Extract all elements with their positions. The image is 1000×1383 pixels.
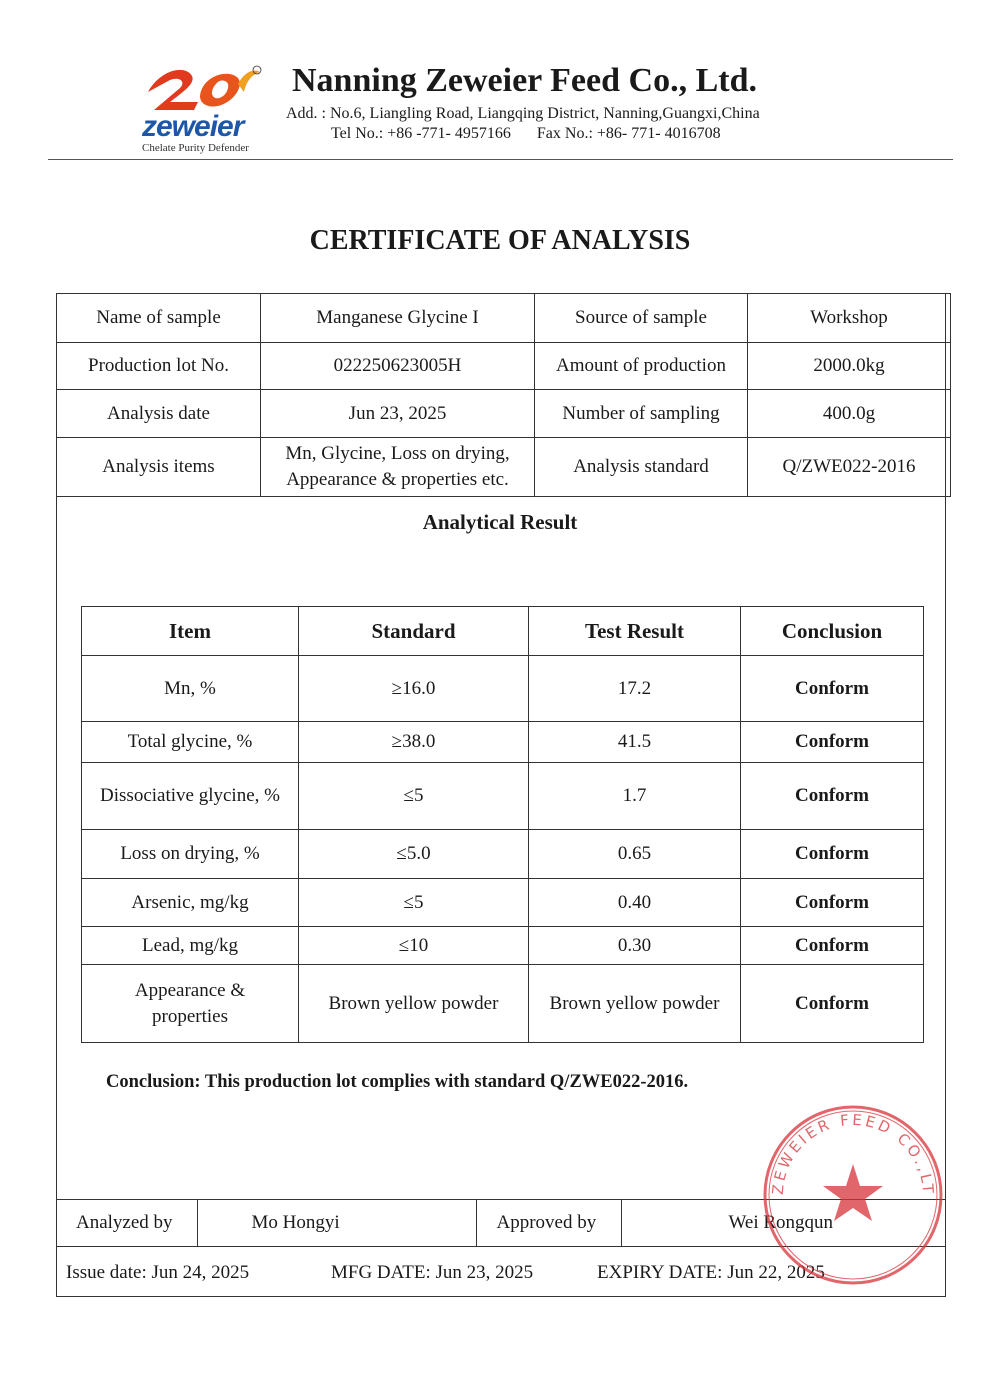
analysis-standard-label: Analysis standard bbox=[535, 438, 748, 497]
analysis-items-value bbox=[261, 438, 535, 497]
company-contacts bbox=[331, 125, 721, 143]
row-result: 1.7 bbox=[529, 763, 741, 830]
company-tel: Tel No.: +86 -771- 4957166 bbox=[331, 125, 511, 142]
mfg-date: MFG DATE: Jun 23, 2025 bbox=[331, 1262, 534, 1283]
row-standard: ≤5 bbox=[299, 763, 529, 830]
results-header-row bbox=[82, 607, 924, 656]
source-of-sample-label: Source of sample bbox=[535, 294, 748, 343]
results-table bbox=[81, 606, 924, 1043]
table-row bbox=[82, 656, 924, 722]
row-conclusion: Conform bbox=[741, 830, 924, 879]
col-test-result-header: Test Result bbox=[529, 607, 741, 656]
company-address: Add. : No.6, Liangling Road, Liangqing District, Nanning,Guangxi,China bbox=[286, 105, 760, 122]
row-conclusion: Conform bbox=[741, 879, 924, 927]
col-conclusion-header: Conclusion bbox=[741, 607, 924, 656]
seal-text: ZEWEIER FEED CO.,LT bbox=[768, 1110, 938, 1197]
logo-swirl-icon bbox=[140, 62, 265, 117]
table-row bbox=[82, 830, 924, 879]
analysis-items-line-2: Appearance & properties etc. bbox=[286, 469, 509, 490]
analysis-items-line-1: Mn, Glycine, Loss on drying, bbox=[285, 443, 510, 465]
header-divider bbox=[48, 159, 953, 160]
source-of-sample-value: Workshop bbox=[748, 294, 951, 343]
logo-wordmark: zeweier bbox=[142, 110, 244, 143]
row-standard: ≤5.0 bbox=[299, 830, 529, 879]
row-conclusion: Conform bbox=[741, 722, 924, 763]
production-lot-label: Production lot No. bbox=[57, 343, 261, 390]
row-result: 0.65 bbox=[529, 830, 741, 879]
row-result: Brown yellow powder bbox=[529, 965, 741, 1043]
table-row bbox=[82, 763, 924, 830]
row-standard: ≥38.0 bbox=[299, 722, 529, 763]
table-row bbox=[82, 927, 924, 965]
analysis-date-value: Jun 23, 2025 bbox=[261, 390, 535, 438]
row-conclusion: Conform bbox=[741, 763, 924, 830]
row-result: 0.30 bbox=[529, 927, 741, 965]
row-conclusion: Conform bbox=[741, 927, 924, 965]
document-title: CERTIFICATE OF ANALYSIS bbox=[309, 225, 691, 256]
table-row bbox=[82, 965, 924, 1043]
row-result: 17.2 bbox=[529, 656, 741, 722]
row-standard: ≥16.0 bbox=[299, 656, 529, 722]
row-standard: Brown yellow powder bbox=[299, 965, 529, 1043]
table-row bbox=[82, 722, 924, 763]
analyzed-by-label: Analyzed by bbox=[56, 1200, 197, 1247]
approved-by-label: Approved by bbox=[476, 1200, 621, 1247]
approved-by-value: Wei Rongqun bbox=[621, 1200, 946, 1247]
row-item: Total glycine, % bbox=[82, 722, 299, 763]
company-fax: Fax No.: +86- 771- 4016708 bbox=[536, 125, 721, 142]
row-standard: ≤5 bbox=[299, 879, 529, 927]
company-seal bbox=[760, 1102, 946, 1288]
name-of-sample-label: Name of sample bbox=[57, 294, 261, 343]
table-row bbox=[82, 879, 924, 927]
amount-of-production-label: Amount of production bbox=[535, 343, 748, 390]
amount-of-production-value: 2000.0kg bbox=[748, 343, 951, 390]
col-standard-header: Standard bbox=[299, 607, 529, 656]
name-of-sample-value: Manganese Glycine I bbox=[261, 294, 535, 343]
col-item-header: Item bbox=[82, 607, 299, 656]
row-conclusion: Conform bbox=[741, 965, 924, 1043]
row-result: 0.40 bbox=[529, 879, 741, 927]
issue-date: Issue date: Jun 24, 2025 bbox=[66, 1262, 250, 1283]
sample-info-table bbox=[56, 293, 951, 497]
row-conclusion: Conform bbox=[741, 656, 924, 722]
number-of-sampling-value: 400.0g bbox=[748, 390, 951, 438]
production-lot-value: 022250623005H bbox=[261, 343, 535, 390]
expiry-date: EXPIRY DATE: Jun 22, 2025 bbox=[597, 1262, 825, 1283]
row-item: Lead, mg/kg bbox=[82, 927, 299, 965]
analysis-items-label: Analysis items bbox=[57, 438, 261, 497]
company-name: Nanning Zeweier Feed Co., Ltd. bbox=[292, 62, 757, 99]
analysis-date-label: Analysis date bbox=[57, 390, 261, 438]
logo-tagline: Chelate Purity Defender bbox=[142, 142, 249, 154]
analytical-result-heading: Analytical Result bbox=[422, 510, 578, 534]
number-of-sampling-label: Number of sampling bbox=[535, 390, 748, 438]
row-result: 41.5 bbox=[529, 722, 741, 763]
row-item-line-2: properties bbox=[152, 1005, 228, 1027]
row-item: Arsenic, mg/kg bbox=[82, 879, 299, 927]
analysis-standard-value: Q/ZWE022-2016 bbox=[748, 438, 951, 497]
row-item bbox=[82, 965, 299, 1043]
conclusion-statement: Conclusion: This production lot complies with standard Q/ZWE022-2016. bbox=[106, 1072, 689, 1092]
analyzed-by-value: Mo Hongyi bbox=[197, 1200, 476, 1247]
row-item-line-1: Appearance & bbox=[134, 979, 246, 1001]
row-item: Loss on drying, % bbox=[82, 830, 299, 879]
row-item: Mn, % bbox=[82, 656, 299, 722]
seal-stamp-icon bbox=[760, 1102, 946, 1288]
row-item: Dissociative glycine, % bbox=[82, 763, 299, 830]
row-standard: ≤10 bbox=[299, 927, 529, 965]
company-logo bbox=[140, 62, 265, 157]
